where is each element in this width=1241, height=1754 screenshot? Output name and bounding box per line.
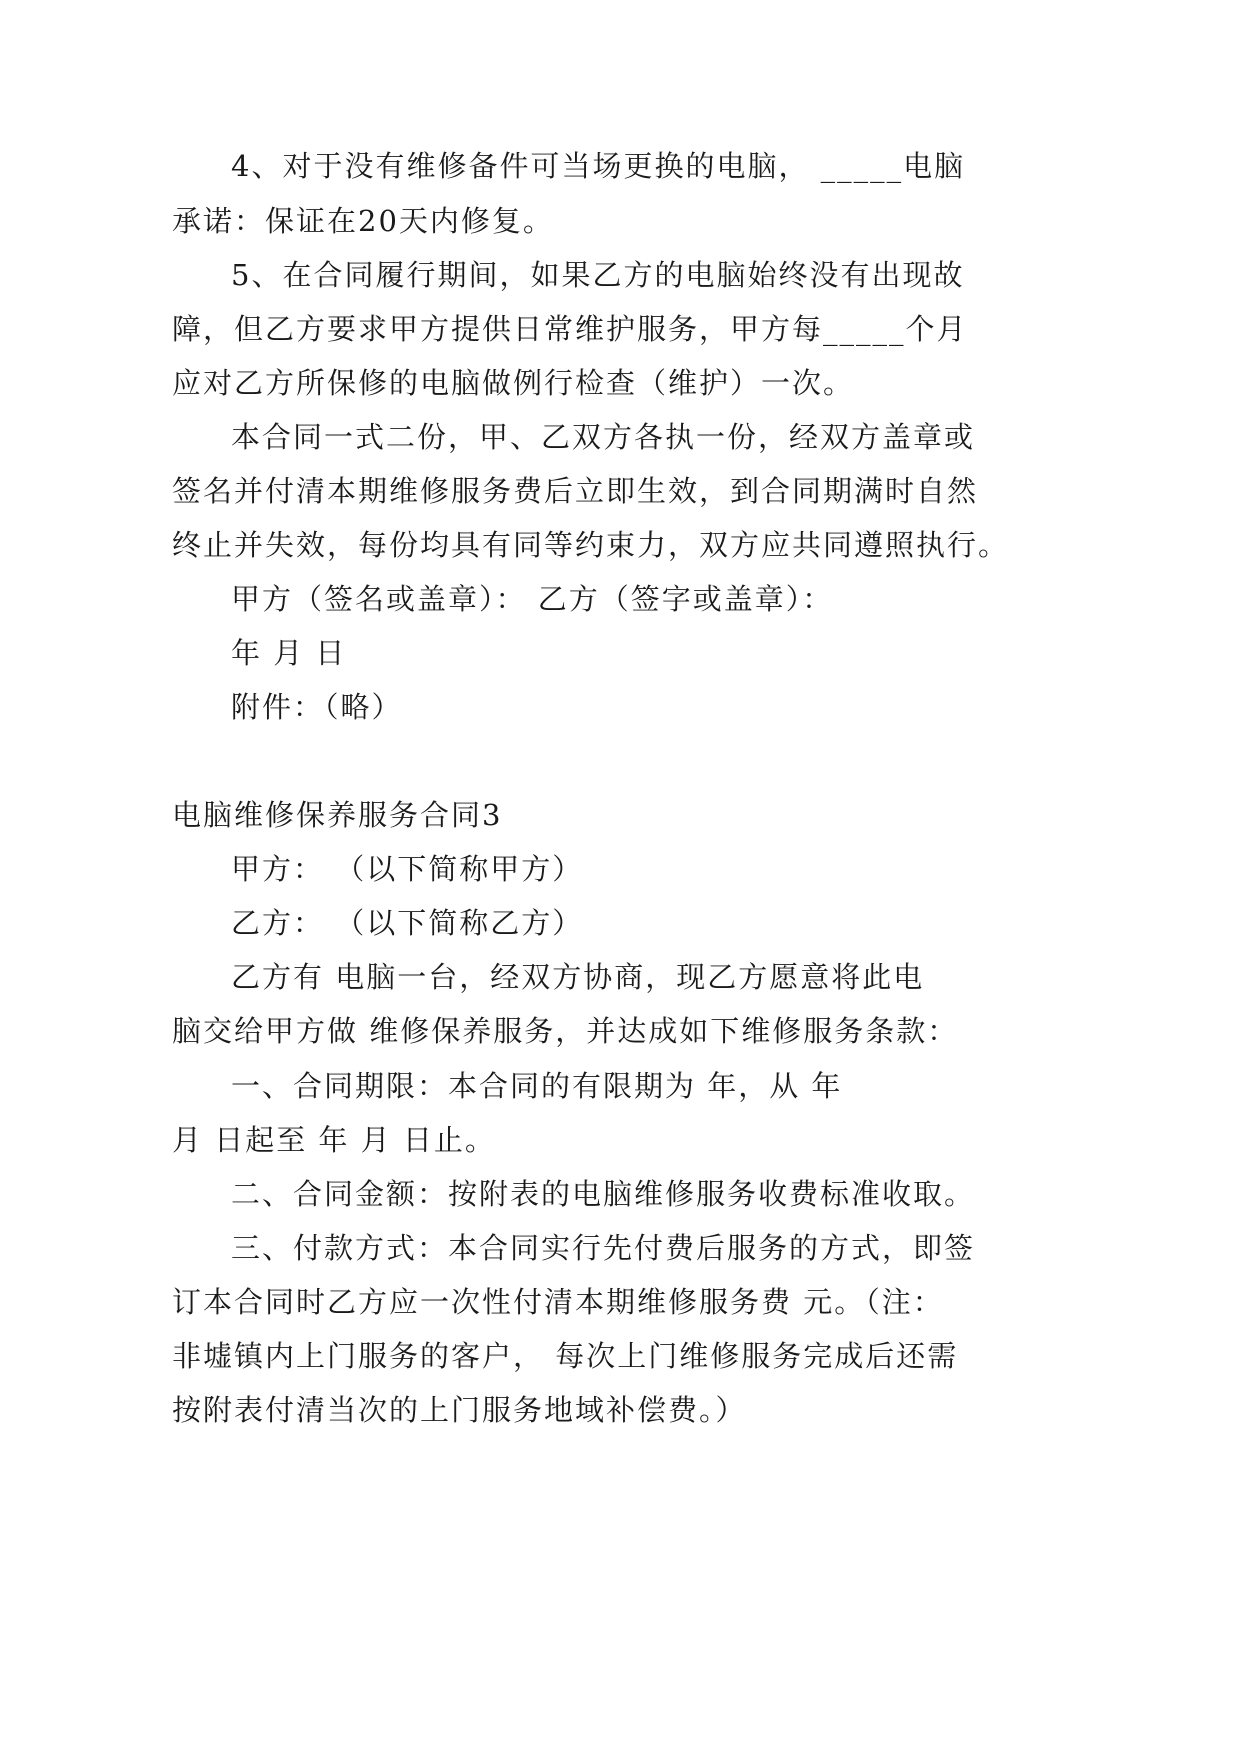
- clause-4-line-1: 4、对于没有维修备件可当场更换的电脑， _____电脑: [231, 149, 966, 183]
- party-a-line: 甲方： （以下简称甲方）: [231, 852, 584, 886]
- clause-5-line-1: 5、在合同履行期间，如果乙方的电脑始终没有出现故: [231, 258, 965, 292]
- contract-heading: 电脑维修保养服务合同3: [172, 798, 503, 832]
- term-line-1: 一、合同期限：本合同的有限期为 年，从 年: [231, 1069, 843, 1103]
- validity-line-3: 终止并失效，每份均具有同等约束力，双方应共同遵照执行。: [172, 528, 1010, 562]
- validity-line-1: 本合同一式二份，甲、乙双方各执一份，经双方盖章或: [231, 420, 976, 454]
- term-line-2: 月 日起至 年 月 日止。: [172, 1123, 496, 1157]
- clause-5-line-3: 应对乙方所保修的电脑做例行检查（维护）一次。: [172, 366, 855, 400]
- party-b-line: 乙方： （以下简称乙方）: [231, 906, 584, 940]
- payment-line-4: 按附表付清当次的上门服务地域补偿费。）: [172, 1393, 747, 1427]
- preamble-line-1: 乙方有 电脑一台，经双方协商，现乙方愿意将此电: [231, 960, 925, 994]
- clause-5-line-2: 障，但乙方要求甲方提供日常维护服务，甲方每_____个月: [172, 312, 968, 346]
- payment-line-2: 订本合同时乙方应一次性付清本期维修服务费 元。（注：: [172, 1285, 944, 1319]
- attachment-line: 附件：（略）: [231, 690, 403, 724]
- signature-line: 甲方（签名或盖章）： 乙方（签字或盖章）：: [231, 582, 834, 616]
- payment-line-3: 非墟镇内上门服务的客户， 每次上门维修服务完成后还需: [172, 1339, 959, 1373]
- date-line: 年 月 日: [231, 636, 347, 670]
- payment-line-1: 三、付款方式：本合同实行先付费后服务的方式，即签: [231, 1231, 976, 1265]
- preamble-line-2: 脑交给甲方做 维修保养服务，并达成如下维修服务条款：: [172, 1014, 959, 1048]
- amount-line: 二、合同金额：按附表的电脑维修服务收费标准收取。: [231, 1177, 976, 1211]
- clause-4-line-2: 承诺：保证在20天内修复。: [172, 204, 554, 238]
- validity-line-2: 签名并付清本期维修服务费后立即生效，到合同期满时自然: [172, 474, 979, 508]
